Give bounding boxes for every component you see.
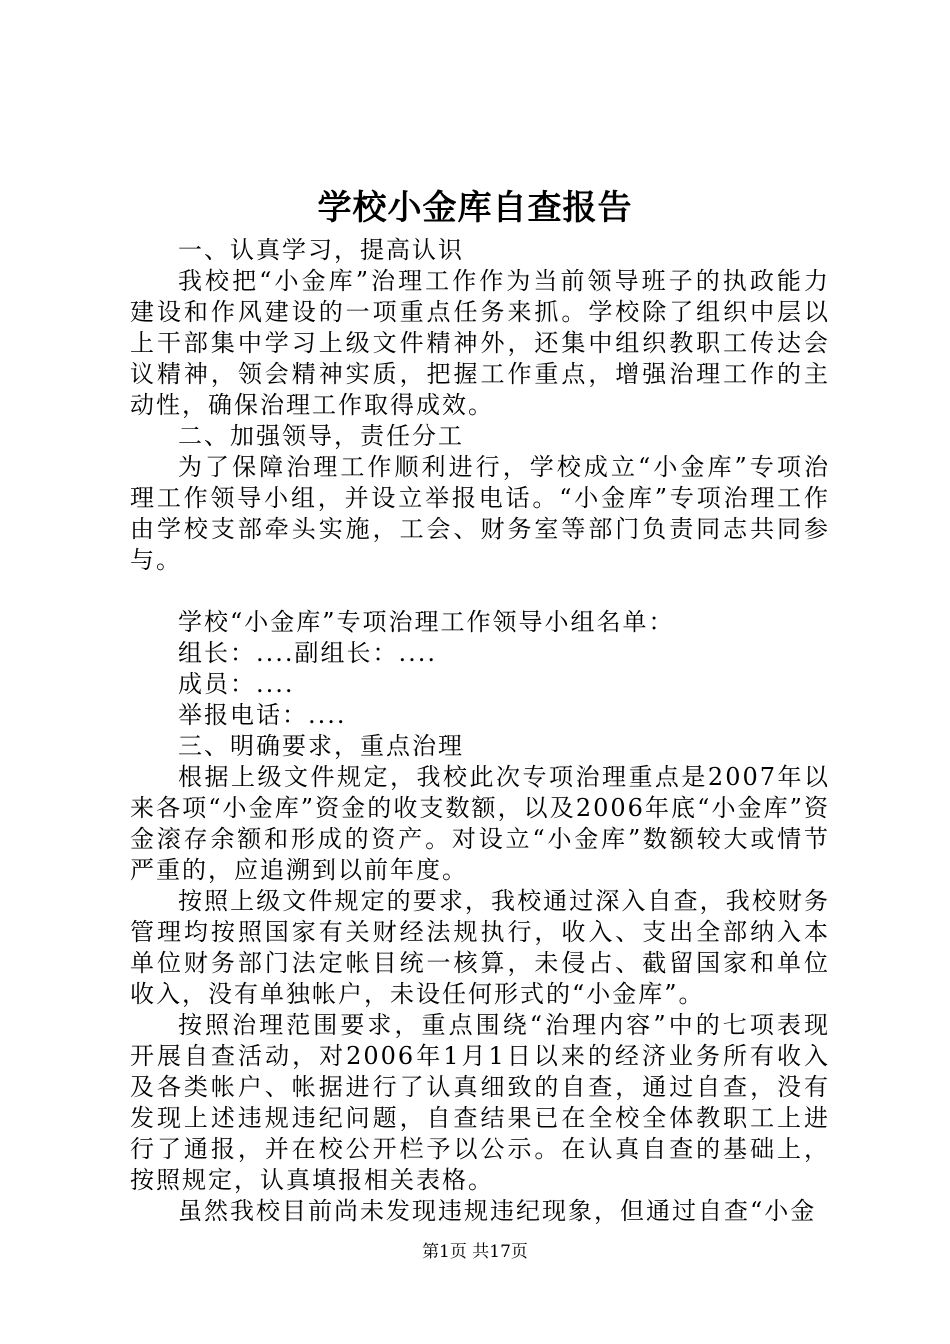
document-title: 学校小金库自查报告	[317, 188, 633, 228]
paragraph: 虽然我校目前尚未发现违规违纪现象，但通过自查“小金	[178, 1197, 817, 1225]
section-heading-2: 二、加强领导，责任分工	[178, 422, 464, 450]
paragraph: 按照上级文件规定的要求，我校通过深入自查，我校财务管理均按照国家有关财经法规执行，收入、支出全部纳入本单位财务部门法定帐目统一核算，未侵占、截留国家和单位收入，没有单独帐户，未设任何形式的“小金库”。	[130, 887, 830, 1008]
report-phone-line: 举报电话：....	[178, 701, 347, 729]
section-heading-1: 一、认真学习，提高认识	[178, 236, 464, 264]
members-line: 成员：....	[178, 670, 295, 698]
leadership-list-heading: 学校“小金库”专项治理工作领导小组名单：	[178, 608, 675, 636]
section-heading-3: 三、明确要求，重点治理	[178, 732, 464, 760]
document-body	[130, 235, 830, 1227]
paragraph: 根据上级文件规定，我校此次专项治理重点是2007年以来各项“小金库”资金的收支数额，以及2006年底“小金库”资金滚存余额和形成的资产。对设立“小金库”数额较大或情节严重的，应追溯到以前年度。	[130, 763, 830, 884]
page-footer: 第1页 共17页	[422, 1242, 528, 1262]
paragraph: 为了保障治理工作顺利进行，学校成立“小金库”专项治理工作领导小组，并设立举报电话。“小金库”专项治理工作由学校支部牵头实施，工会、财务室等部门负责同志共同参与。	[130, 453, 830, 574]
leader-line: 组长：....副组长：....	[178, 639, 438, 667]
paragraph: 我校把“小金库”治理工作作为当前领导班子的执政能力建设和作风建设的一项重点任务来抓。学校除了组织中层以上干部集中学习上级文件精神外，还集中组织教职工传达会议精神，领会精神实质，把握工作重点，增强治理工作的主动性，确保治理工作取得成效。	[130, 267, 830, 419]
paragraph: 按照治理范围要求，重点围绕“治理内容”中的七项表现开展自查活动，对2006年1月1日以来的经济业务所有收入及各类帐户、帐据进行了认真细致的自查，通过自查，没有发现上述违规违纪问题，自查结果已在全校全体教职工上进行了通报，并在校公开栏予以公示。在认真自查的基础上，按照规定，认真填报相关表格。	[130, 1011, 830, 1194]
blank-line	[130, 576, 830, 607]
